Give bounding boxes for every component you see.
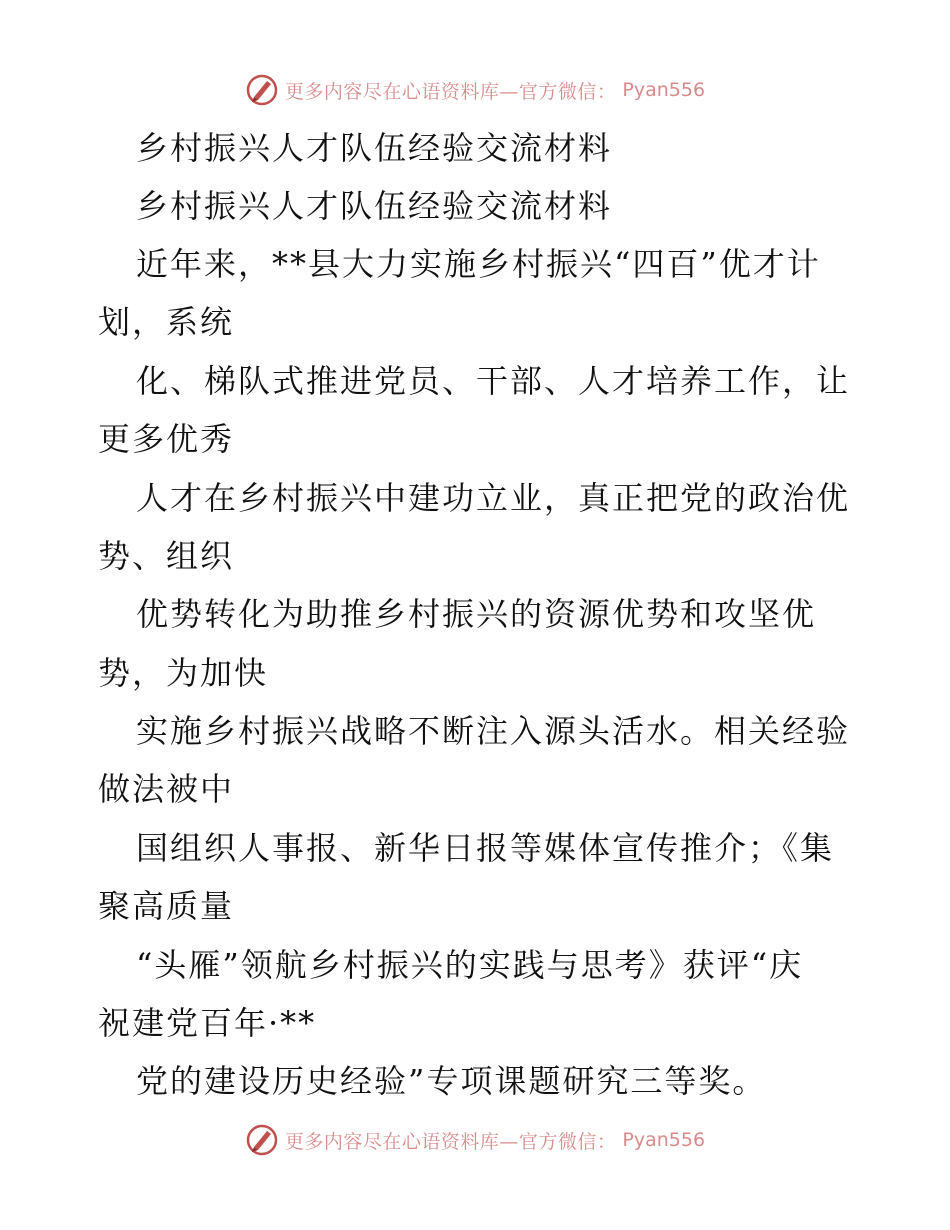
header-banner-text: 更多内容尽在心语资料库—官方微信： — [284, 80, 617, 103]
header-watermark-banner — [0, 70, 950, 110]
paragraph-line: 做法被中 — [98, 770, 235, 808]
footer-banner-text: 更多内容尽在心语资料库—官方微信： — [284, 1130, 617, 1153]
pen-logo-icon — [245, 1123, 279, 1157]
paragraph-line: 祝建党百年·** — [98, 1004, 317, 1042]
paragraph-line: 化、梯队式推进党员、干部、人才培养工作，让 — [136, 362, 851, 400]
paragraph-line: 党的建设历史经验”专项课题研究三等奖。 — [136, 1062, 767, 1100]
paragraph-line: 国组织人事报、新华日报等媒体宣传推介；《集 — [136, 829, 835, 867]
paragraph-line: 更多优秀 — [98, 420, 235, 458]
pen-logo-icon — [245, 73, 279, 107]
paragraph-line: 人才在乡村振兴中建功立业，真正把党的政治优 — [136, 479, 851, 517]
doc-title-line-repeat: 乡村振兴人才队伍经验交流材料 — [136, 187, 613, 225]
paragraph-line: 近年来，**县大力实施乡村振兴“四百”优才计 — [136, 245, 821, 283]
doc-title-line: 乡村振兴人才队伍经验交流材料 — [136, 129, 613, 167]
paragraph-line: 聚高质量 — [98, 887, 235, 925]
paragraph-line: 优势转化为助推乡村振兴的资源优势和攻坚优 — [136, 595, 817, 633]
paragraph-line: 实施乡村振兴战略不断注入源头活水。相关经验 — [136, 712, 851, 750]
footer-banner-wechat-id: Pyan556 — [622, 1129, 706, 1151]
paragraph-line: 势，为加快 — [98, 654, 269, 692]
header-banner-wechat-id: Pyan556 — [622, 79, 706, 101]
paragraph-line: 势、组织 — [98, 537, 235, 575]
paragraph-line: “头雁”领航乡村振兴的实践与思考》获评“庆 — [136, 946, 804, 984]
paragraph-line: 划，系统 — [98, 303, 235, 341]
footer-watermark-banner — [0, 1120, 950, 1160]
